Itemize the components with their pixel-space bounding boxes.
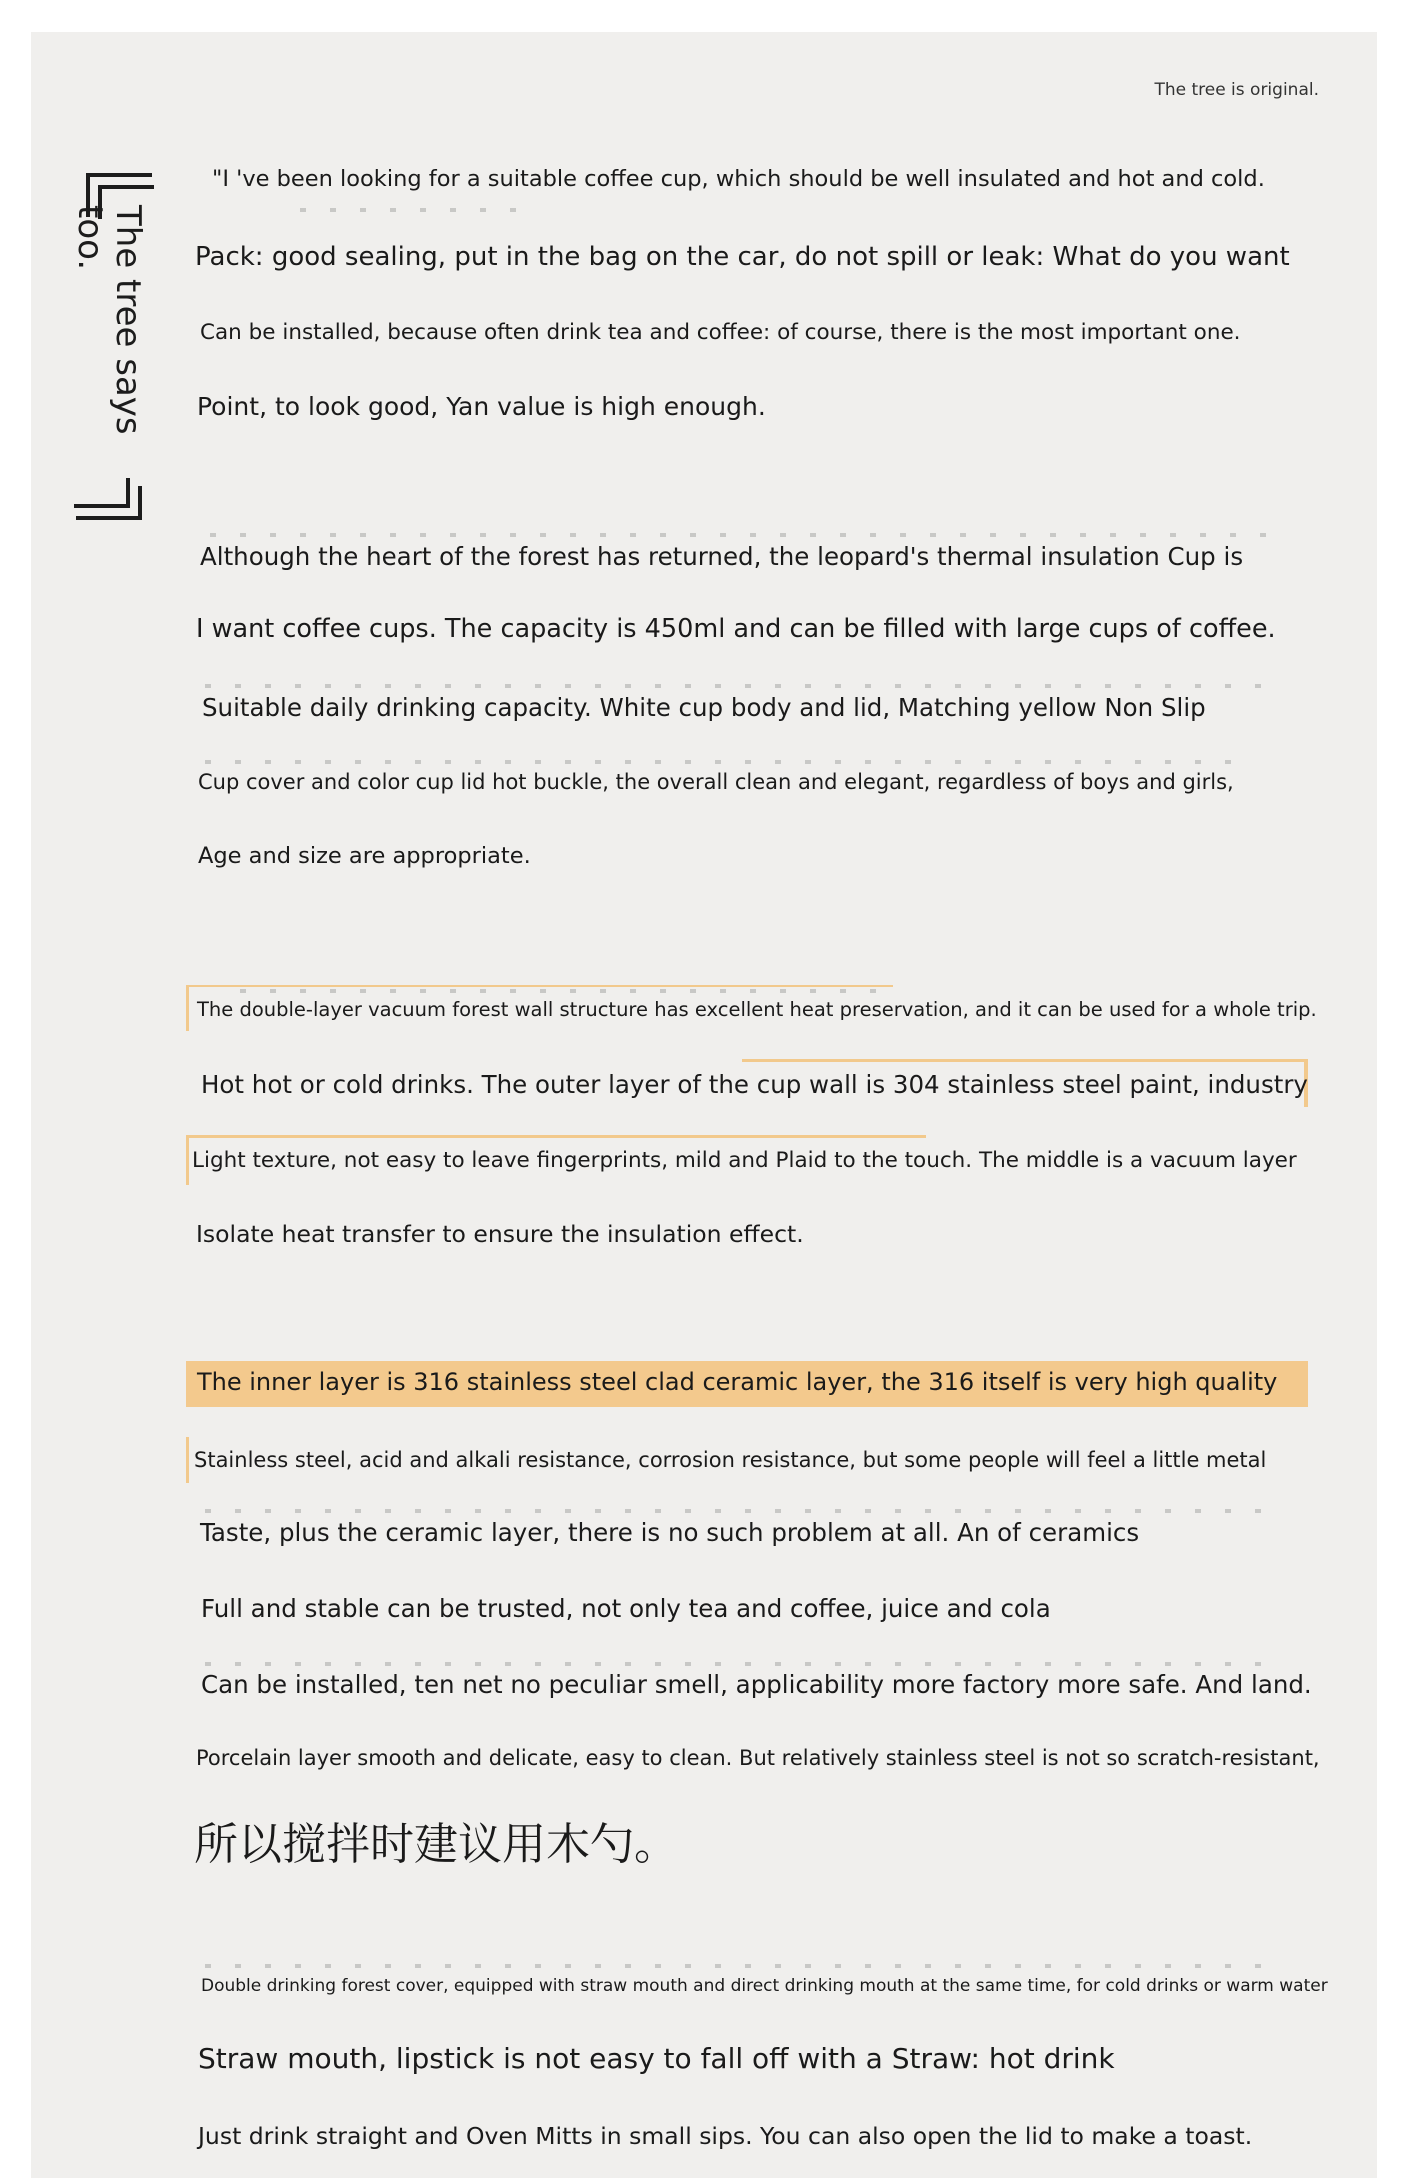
original-note: The tree is original. xyxy=(1154,80,1319,100)
paragraph-3-line-3: Light texture, not easy to leave fingerprints, mild and Plaid to the touch. The middle is a vacuum layer xyxy=(192,1148,1297,1173)
faint-text-trace xyxy=(205,684,1285,688)
paragraph-1-line-2: Pack: good sealing, put in the bag on the car, do not spill or leak: What do you want xyxy=(195,242,1290,272)
paragraph-4-line-4: Full and stable can be trusted, not only tea and coffee, juice and cola xyxy=(201,1594,1051,1623)
paragraph-3-line-1: The double-layer vacuum forest wall structure has excellent heat preservation, and it can be used for a whole trip. xyxy=(197,998,1317,1021)
faint-text-trace xyxy=(205,1509,1285,1513)
side-title xyxy=(50,205,180,465)
paragraph-2-line-1: Although the heart of the forest has returned, the leopard's thermal insulation Cup is xyxy=(200,542,1244,571)
paragraph-4-line-5: Can be installed, ten net no peculiar smell, applicability more factory more safe. And land. xyxy=(201,1670,1312,1699)
paragraph-4-line-3: Taste, plus the ceramic layer, there is no such problem at all. An of ceramics xyxy=(200,1518,1140,1547)
paragraph-5-line-1: Double drinking forest cover, equipped with straw mouth and direct drinking mouth at the same time, for cold drinks or warm water xyxy=(201,1976,1328,1996)
paragraph-1-line-1: "I 've been looking for a suitable coffee cup, which should be well insulated and hot and cold. xyxy=(212,166,1265,192)
close-bracket-icon xyxy=(76,486,142,520)
paragraph-1-line-3: Can be installed, because often drink tea and coffee: of course, there is the most important one. xyxy=(200,320,1241,345)
paragraph-2-line-4: Cup cover and color cup lid hot buckle, the overall clean and elegant, regardless of boys and girls, xyxy=(198,770,1234,794)
faint-text-trace xyxy=(210,533,1290,537)
faint-text-trace xyxy=(205,760,1255,764)
paragraph-3-line-2: Hot hot or cold drinks. The outer layer of the cup wall is 304 stainless steel paint, industry xyxy=(201,1070,1308,1099)
paragraph-5-line-2: Straw mouth, lipstick is not easy to fall off with a Straw: hot drink xyxy=(198,2042,1115,2075)
paragraph-2-line-5: Age and size are appropriate. xyxy=(198,843,531,869)
side-title-line-2: too. xyxy=(70,205,110,271)
faint-text-trace xyxy=(205,1964,1285,1968)
paragraph-3-line-4: Isolate heat transfer to ensure the insulation effect. xyxy=(196,1220,804,1248)
faint-text-trace xyxy=(300,208,520,212)
paragraph-2-line-2: I want coffee cups. The capacity is 450ml and can be filled with large cups of coffee. xyxy=(196,614,1276,644)
paragraph-4-line-2: Stainless steel, acid and alkali resistance, corrosion resistance, but some people will feel a little metal xyxy=(194,1448,1267,1472)
paragraph-4-line-7: 所以搅拌时建议用木勺。 xyxy=(194,1819,678,1870)
highlight-frame xyxy=(186,985,893,987)
paragraph-5-line-3: Just drink straight and Oven Mitts in small sips. You can also open the lid to make a toast. xyxy=(198,2122,1253,2150)
paragraph-4-line-6: Porcelain layer smooth and delicate, easy to clean. But relatively stainless steel is not so scratch-resistant, xyxy=(196,1746,1320,1770)
faint-text-trace xyxy=(205,1662,1285,1666)
paragraph-2-line-3: Suitable daily drinking capacity. White cup body and lid, Matching yellow Non Slip xyxy=(202,693,1206,722)
paragraph-4-line-1: The inner layer is 316 stainless steel clad ceramic layer, the 316 itself is very high quality xyxy=(197,1368,1278,1396)
paragraph-1-line-4: Point, to look good, Yan value is high enough. xyxy=(197,392,766,421)
side-title-line-1: The tree says xyxy=(108,205,148,435)
